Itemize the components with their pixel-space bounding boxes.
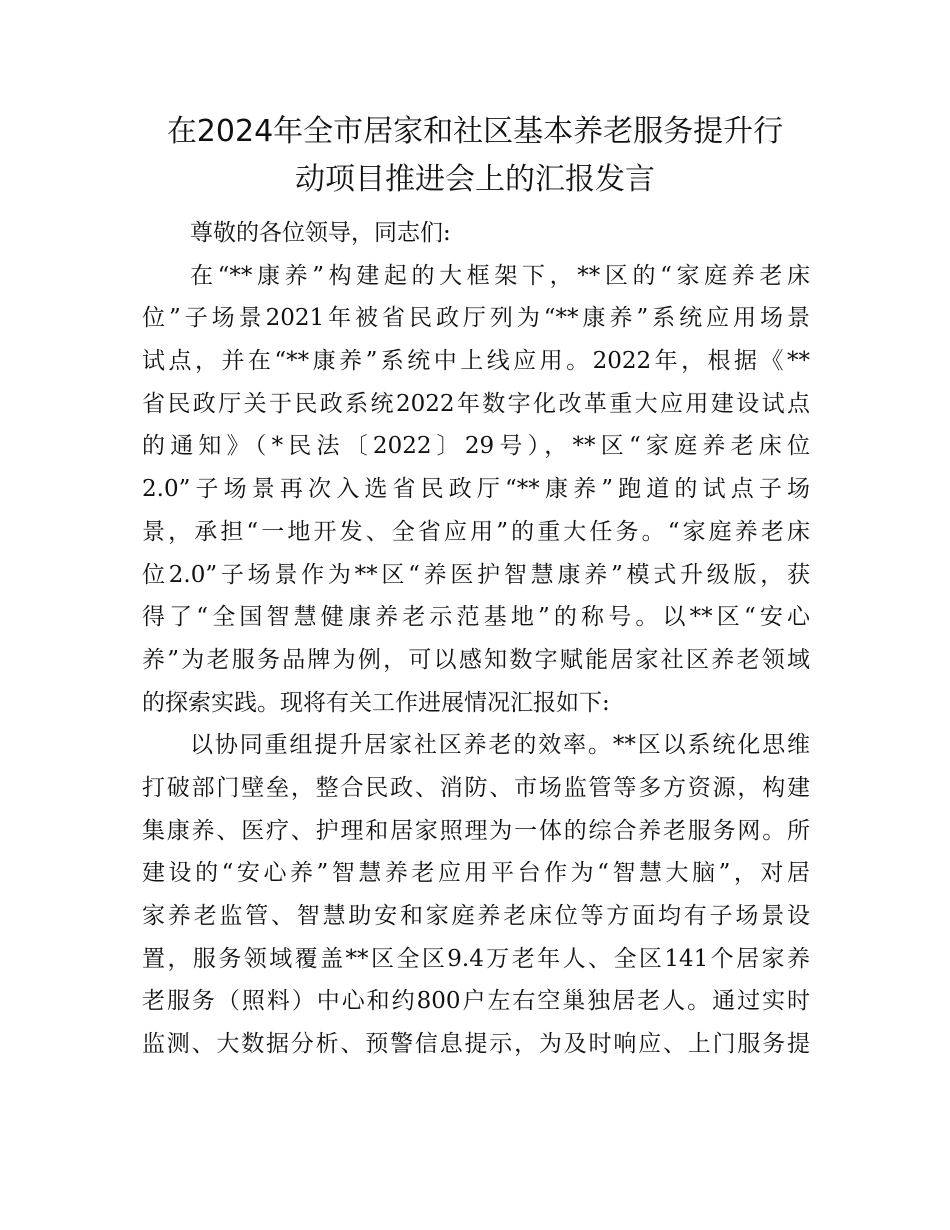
document-body [142,212,810,1066]
paragraph-2-line: 建设的“安心养”智慧养老应用平台作为“智慧大脑”，对居 [142,860,810,887]
paragraph-1-last-line: 的探索实践。现将有关工作进展情况汇报如下: [142,689,610,716]
document-title [120,108,830,204]
paragraph-2-line: 集康养、医疗、护理和居家照理为一体的综合养老服务网。所 [142,817,810,844]
paragraph-1-line: 省民政厅关于民政系统2022年数字化改革重大应用建设试点 [142,390,810,417]
paragraph-2-line: 打破部门壁垒，整合民政、消防、市场监管等多方资源，构建 [142,774,810,801]
title-line-1: 在2024年全市居家和社区基本养老服务提升行 [166,114,784,149]
paragraph-2-line: 监测、大数据分析、预警信息提示，为及时响应、上门服务提 [142,1031,810,1058]
paragraph-1-line: 试点，并在“**康养”系统中上线应用。2022年，根据《** [142,348,810,375]
paragraph-1-line: 景，承担“一地开发、全省应用”的重大任务。“家庭养老床 [142,518,810,545]
title-line-2: 动项目推进会上的汇报发言 [295,162,655,197]
paragraph-2-line: 置，服务领域覆盖**区全区9.4万老年人、全区141个居家养 [142,945,810,972]
paragraph-1-line: 2.0”子场景再次入选省民政厅“**康养”跑道的试点子场 [142,476,810,503]
paragraph-1-line: 的通知》（*民法〔2022〕29号），**区“家庭养老床位 [142,433,810,460]
paragraph-2-line: 老服务（照料）中心和约800户左右空巢独居老人。通过实时 [142,988,810,1015]
paragraph-1-line: 养”为老服务品牌为例，可以感知数字赋能居家社区养老领域 [142,646,810,673]
paragraph-1-line: 得了“全国智慧健康养老示范基地”的称号。以**区“安心 [142,604,810,631]
paragraph-1-line: 位”子场景2021年被省民政厅列为“**康养”系统应用场景 [142,305,810,332]
salutation: 尊敬的各位领导，同志们: [190,220,451,246]
paragraph-1-line: 在“**康养”构建起的大框架下，**区的“家庭养老床 [190,262,810,289]
paragraph-2-line: 家养老监管、智慧助安和家庭养老床位等方面均有子场景设 [142,903,810,929]
paragraph-1-line: 位2.0”子场景作为**区“养医护智慧康养”模式升级版，获 [142,561,810,588]
paragraph-2-line: 以协同重组提升居家社区养老的效率。**区以系统化思维 [190,732,810,759]
